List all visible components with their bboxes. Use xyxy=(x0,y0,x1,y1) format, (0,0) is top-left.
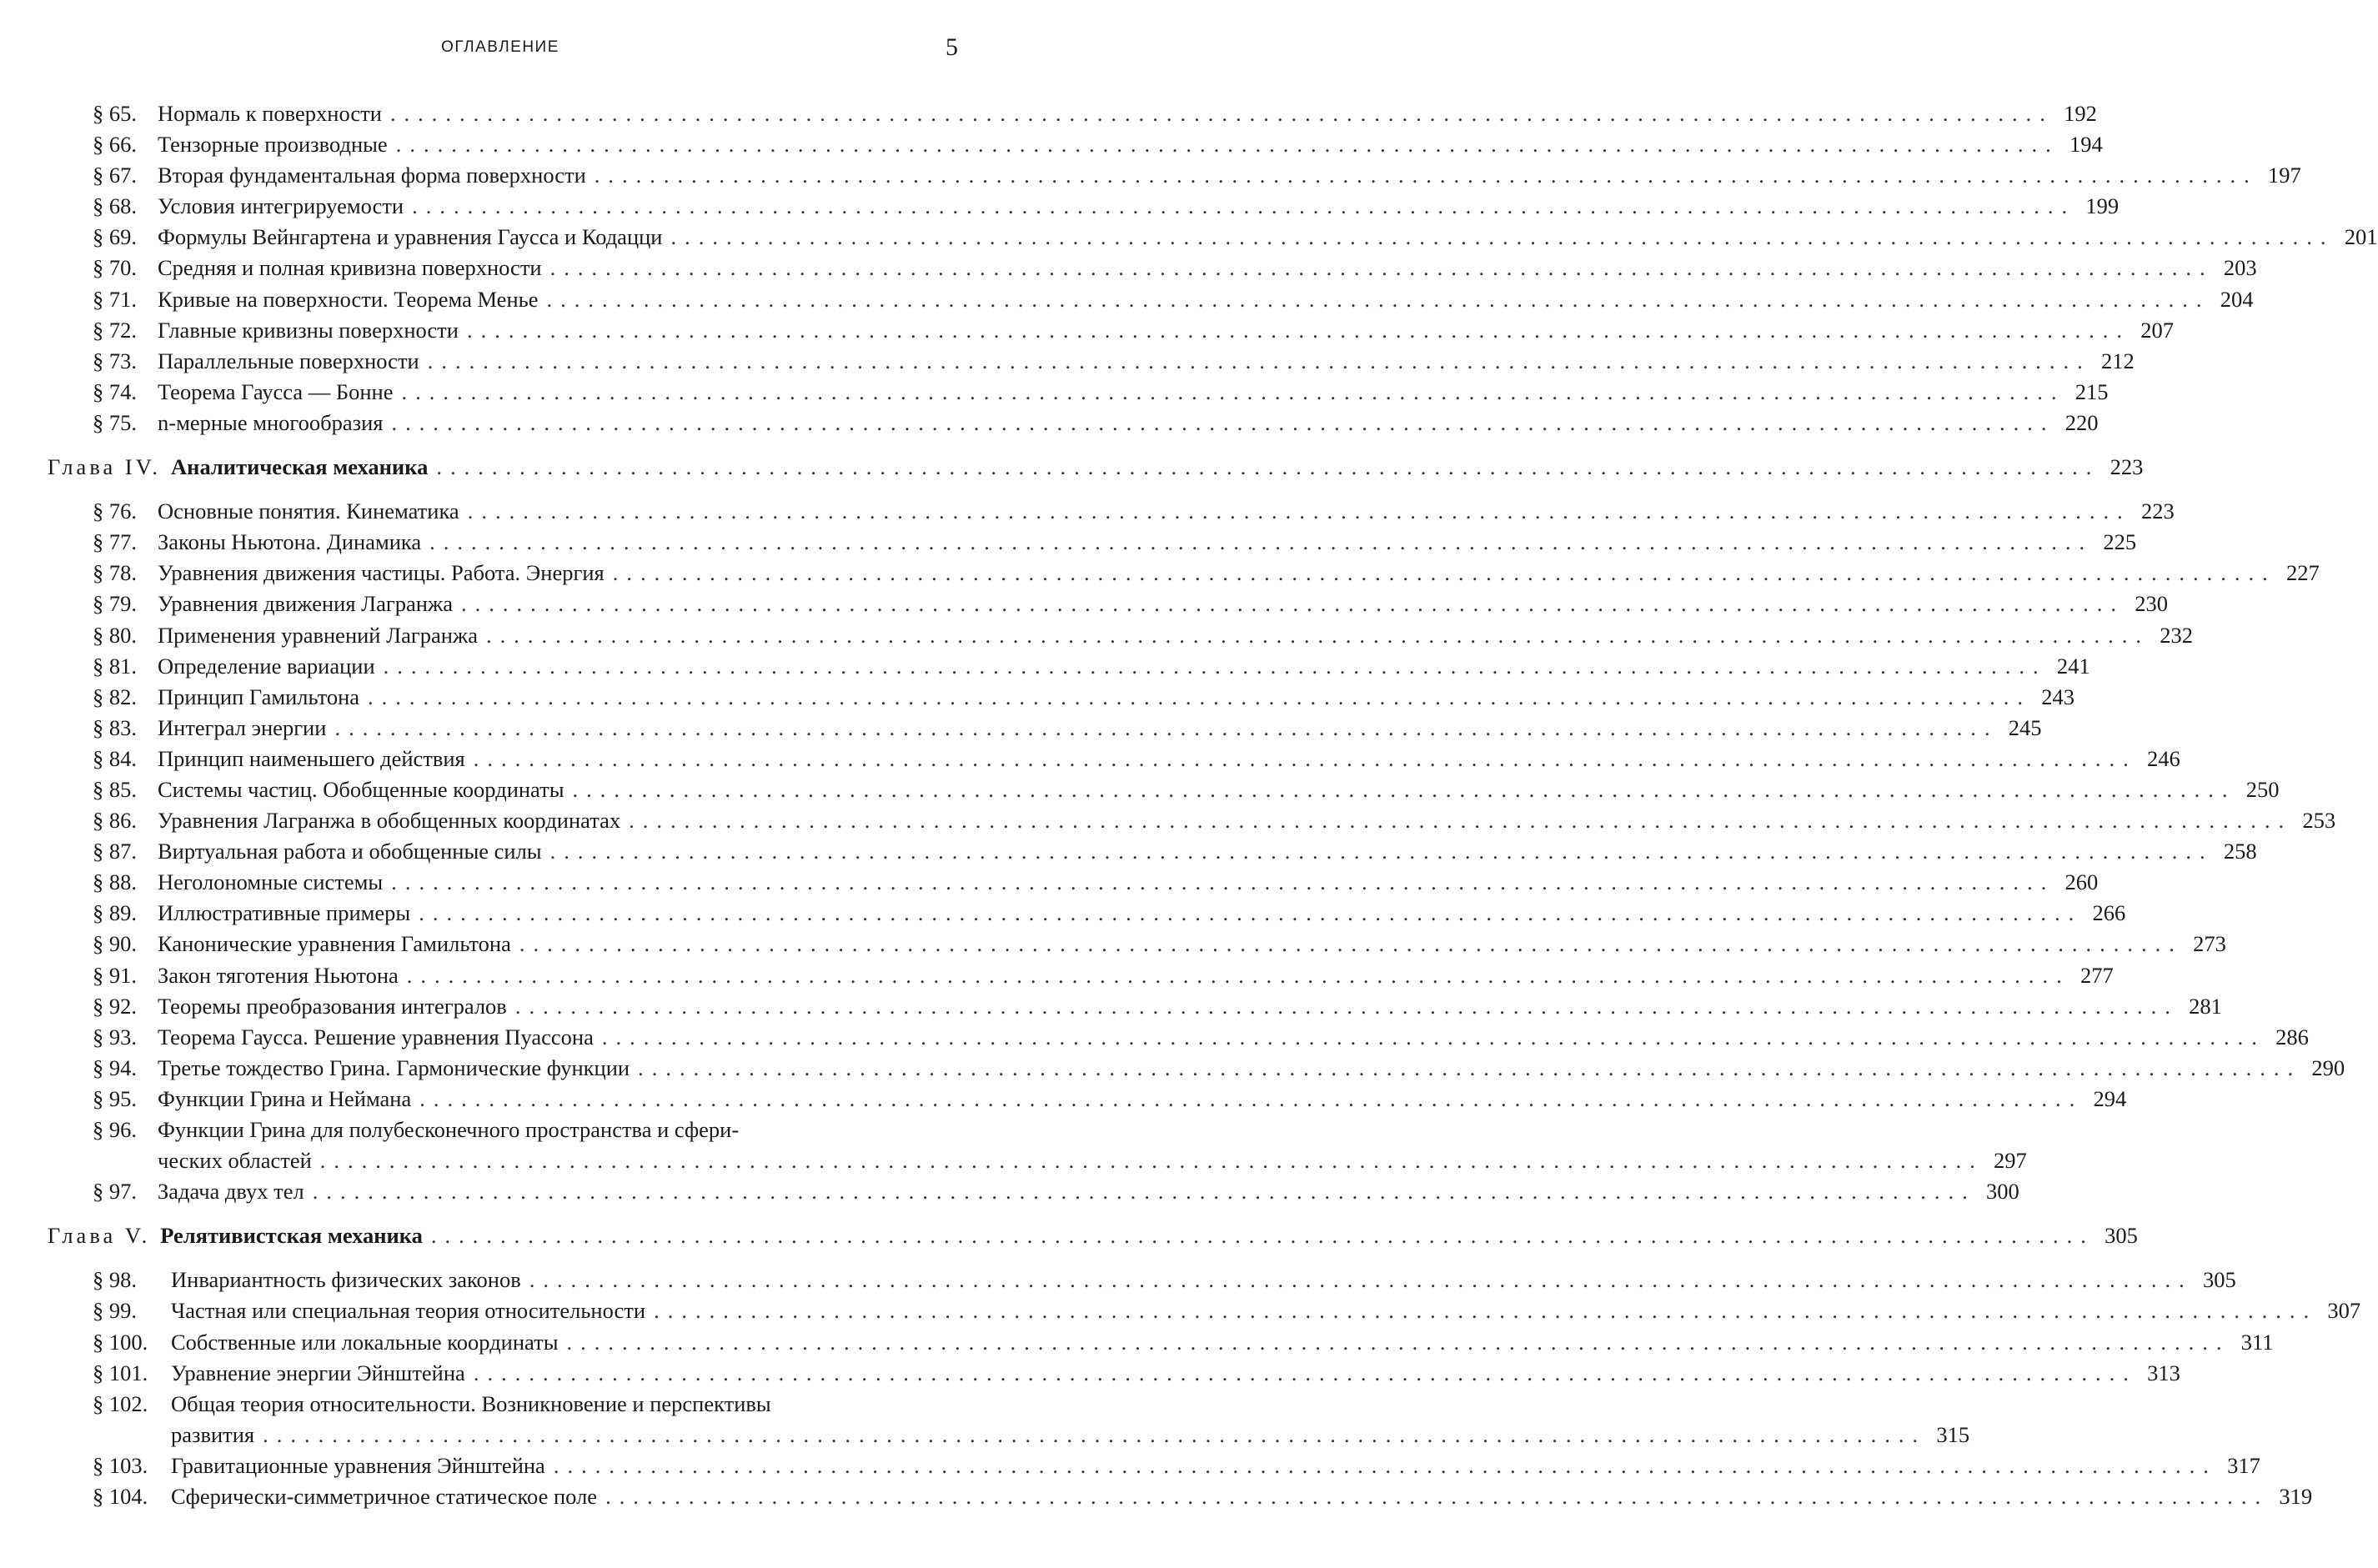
dot-leader: ........................................................................................................................ xyxy=(467,498,2131,524)
section-number: § 78. xyxy=(93,560,137,586)
toc-entry xyxy=(48,129,2103,160)
toc-entry xyxy=(48,960,2114,991)
entry-page-number: 286 xyxy=(2275,1024,2309,1050)
section-number: § 90. xyxy=(93,931,137,957)
section-number: § 76. xyxy=(93,498,137,524)
toc-entry xyxy=(48,805,2336,836)
entry-title: Принцип Гамильтона xyxy=(158,684,360,709)
section-number: § 97. xyxy=(93,1179,137,1205)
running-title: ОГЛАВЛЕНИЕ xyxy=(441,38,559,56)
entry-page-number: 253 xyxy=(2302,808,2336,834)
dot-leader: ........................................................................................................................ xyxy=(549,839,2214,864)
dot-leader: ........................................................................................................................ xyxy=(334,714,1999,740)
entry-title: n-мерные многообразия xyxy=(158,409,384,435)
section-number: § 73. xyxy=(93,348,137,373)
section-number: § 87. xyxy=(93,839,137,864)
section-number: § 69. xyxy=(93,224,137,250)
entry-title: Третье тождество Грина. Гармонические функции xyxy=(158,1055,630,1080)
entry-title-line2: ческих областей xyxy=(158,1148,312,1174)
chapter-heading-5 xyxy=(48,1220,2138,1251)
toc-entry xyxy=(48,315,2174,346)
toc-entry xyxy=(48,651,2090,682)
entry-page-number: 297 xyxy=(1994,1148,2027,1174)
toc-entry xyxy=(48,991,2222,1022)
entry-title: Средняя и полная кривизна поверхности xyxy=(158,255,542,281)
entry-page-number: 290 xyxy=(2311,1055,2345,1080)
dot-leader: ........................................................................................................................ xyxy=(383,653,2047,679)
entry-title: Законы Ньютона. Динамика xyxy=(158,529,422,555)
entry-title: Теоремы преобразования интегралов xyxy=(158,993,507,1019)
entry-title: Определение вариации xyxy=(158,653,375,679)
dot-leader: ........................................................................................................................ xyxy=(461,591,2125,617)
entry-page-number: 294 xyxy=(2093,1085,2127,1111)
entry-title: Уравнение энергии Эйнштейна xyxy=(171,1360,465,1385)
section-number: § 75. xyxy=(93,409,137,435)
entry-page-number: 260 xyxy=(2064,869,2099,895)
entry-page-number: 250 xyxy=(2245,776,2280,802)
toc-entry xyxy=(48,589,2169,619)
toc-group-chapter3-tail xyxy=(48,98,2378,438)
entry-page-number: 230 xyxy=(2135,591,2169,617)
chapter-label: Глава V. xyxy=(48,1223,151,1249)
entry-title: Применения уравнений Лагранжа xyxy=(158,622,478,648)
chapter-page-number: 305 xyxy=(2105,1223,2138,1249)
chapter-heading-text xyxy=(48,452,428,483)
entry-page-number: 281 xyxy=(2189,993,2222,1019)
entry-page-number: 313 xyxy=(2147,1360,2180,1385)
dot-leader: ........................................................................................................................ xyxy=(312,1179,1976,1205)
section-number: § 81. xyxy=(93,653,137,679)
dot-leader: ........................................................................................................................ xyxy=(401,378,2065,404)
dot-leader: ........................................................................................................................ xyxy=(263,1421,1927,1447)
chapter-heading-text xyxy=(48,1220,423,1251)
toc-entry-96 xyxy=(48,1115,2027,1176)
entry-page-number: 241 xyxy=(2056,653,2090,679)
entry-title: Системы частиц. Обобщенные координаты xyxy=(158,776,564,802)
toc-entry xyxy=(48,346,2135,377)
entry-page-number: 194 xyxy=(2069,132,2103,158)
entry-title: Интеграл энергии xyxy=(158,714,327,740)
toc-entry xyxy=(48,1295,2361,1326)
dot-leader: ........................................................................................................................ xyxy=(629,808,2293,834)
dot-leader: ........................................................................................................................ xyxy=(391,409,2055,435)
section-number: § 74. xyxy=(93,378,137,404)
toc-group-chapter4 xyxy=(48,496,2345,1115)
section-number: § 98. xyxy=(93,1267,137,1293)
running-head xyxy=(0,33,1001,63)
dot-leader: ........................................................................................................................ xyxy=(395,132,2059,158)
dot-leader: ........................................................................................................................ xyxy=(389,101,2054,126)
entry-title: Принцип наименьшего действия xyxy=(158,745,465,771)
entry-page-number: 220 xyxy=(2064,409,2099,435)
chapter-page-number: 223 xyxy=(2110,454,2144,480)
entry-title: Инвариантность физических законов xyxy=(171,1267,521,1293)
dot-leader: ........................................................................................................................ xyxy=(546,286,2210,312)
toc-entry xyxy=(48,377,2109,408)
section-number: § 80. xyxy=(93,622,137,648)
entry-title: Главные кривизны поверхности xyxy=(158,317,459,343)
section-number: § 71. xyxy=(93,286,137,312)
dot-leader: ........................................................................................................................ xyxy=(638,1055,2302,1080)
dot-leader: ........................................................................................................................ xyxy=(466,317,2130,343)
entry-title: Сферически-симметричное статическое поле xyxy=(171,1484,598,1510)
dot-leader: ........................................................................................................................ xyxy=(429,529,2094,555)
dot-leader: ........................................................................................................................ xyxy=(572,776,2236,802)
entry-title: Формулы Вейнгартена и уравнения Гаусса и Кодацци xyxy=(158,224,663,250)
entry-title-line1: Общая теория относительности. Возникновение и перспективы xyxy=(171,1390,771,1416)
entry-title: Основные понятия. Кинематика xyxy=(158,498,459,524)
entry-title: Закон тяготения Ньютона xyxy=(158,962,399,988)
section-number: § 72. xyxy=(93,317,137,343)
dot-leader: ........................................................................................................................ xyxy=(412,193,2076,219)
section-number: § 77. xyxy=(93,529,137,555)
entry-title: Задача двух тел xyxy=(158,1179,304,1205)
dot-leader: ........................................................................................................................ xyxy=(368,684,2032,709)
section-number: § 91. xyxy=(93,962,137,988)
table-of-contents xyxy=(48,98,2378,1512)
entry-title: Функции Грина и Неймана xyxy=(158,1085,412,1111)
dot-leader: ........................................................................................................................ xyxy=(319,1148,1984,1174)
toc-entry xyxy=(48,1358,2180,1389)
entry-title: Условия интегрируемости xyxy=(158,193,404,219)
section-number: § 79. xyxy=(93,591,137,617)
dot-leader: ........................................................................................................................ xyxy=(553,1452,2217,1478)
toc-entry xyxy=(48,284,2254,315)
entry-page-number: 204 xyxy=(2220,286,2254,312)
section-number: § 67. xyxy=(93,163,137,188)
entry-page-number: 227 xyxy=(2285,560,2320,586)
entry-page-number: 245 xyxy=(2008,714,2042,740)
entry-page-number: 207 xyxy=(2140,317,2174,343)
entry-title: Параллельные поверхности xyxy=(158,348,419,373)
section-number: § 86. xyxy=(93,808,137,834)
toc-entry xyxy=(48,1022,2309,1053)
section-number: § 93. xyxy=(93,1024,137,1050)
toc-entry xyxy=(48,527,2137,558)
entry-page-number: 317 xyxy=(2227,1452,2260,1478)
entry-title: Неголономные системы xyxy=(158,869,384,895)
section-number: § 103. xyxy=(93,1452,148,1478)
dot-leader: ........................................................................................................................ xyxy=(514,993,2179,1019)
section-number: § 83. xyxy=(93,714,137,740)
entry-title: Кривые на поверхности. Теорема Менье xyxy=(158,286,539,312)
entry-page-number: 243 xyxy=(2041,684,2075,709)
section-number: § 104. xyxy=(93,1484,148,1510)
entry-page-number: 223 xyxy=(2140,498,2175,524)
entry-page-number: 319 xyxy=(2279,1484,2313,1510)
section-number: § 101. xyxy=(93,1360,148,1385)
entry-title-line2: развития xyxy=(171,1421,255,1447)
toc-entry xyxy=(48,898,2126,929)
entry-page-number: 305 xyxy=(2203,1267,2236,1293)
entry-page-number: 277 xyxy=(2080,962,2114,988)
entry-title: Уравнения движения Лагранжа xyxy=(158,591,454,617)
entry-title-line1: Функции Грина для полубесконечного пространства и сфери- xyxy=(158,1117,740,1142)
toc-entry xyxy=(48,496,2175,527)
entry-title: Теорема Гаусса. Решение уравнения Пуассона xyxy=(158,1024,594,1050)
entry-title: Нормаль к поверхности xyxy=(158,101,382,126)
dot-leader: ........................................................................................................................ xyxy=(473,1360,2137,1385)
section-number: § 89. xyxy=(93,900,137,926)
dot-leader: ........................................................................................................................ xyxy=(430,1223,2095,1249)
section-number: § 94. xyxy=(93,1055,137,1080)
toc-entry xyxy=(48,191,2120,222)
entry-title: Частная или специальная теория относительности xyxy=(171,1298,646,1324)
toc-entry xyxy=(48,929,2226,959)
toc-entry xyxy=(48,1327,2274,1358)
toc-entry xyxy=(48,98,2097,129)
toc-entry xyxy=(48,1265,2236,1295)
dot-leader: ........................................................................................................................ xyxy=(436,454,2100,480)
dot-leader: ........................................................................................................................ xyxy=(519,931,2183,957)
toc-group-chapter5-b xyxy=(48,1450,2313,1512)
chapter-title: Релятивистская механика xyxy=(160,1223,423,1249)
toc-entry xyxy=(48,1053,2345,1084)
section-number: § 84. xyxy=(93,745,137,771)
section-number: § 102. xyxy=(93,1390,148,1416)
section-number: § 82. xyxy=(93,684,137,709)
entry-page-number: 199 xyxy=(2085,193,2120,219)
entry-page-number: 212 xyxy=(2100,348,2135,373)
toc-entry xyxy=(48,1084,2127,1115)
section-number: § 68. xyxy=(93,193,137,219)
dot-leader: ........................................................................................................................ xyxy=(391,869,2055,895)
entry-page-number: 300 xyxy=(1985,1179,2019,1205)
toc-entry xyxy=(48,774,2280,805)
entry-title: Вторая фундаментальная форма поверхности xyxy=(158,163,586,188)
chapter-heading-4 xyxy=(48,452,2144,483)
entry-page-number: 215 xyxy=(2074,378,2109,404)
dot-leader: ........................................................................................................................ xyxy=(654,1298,2318,1324)
entry-page-number: 201 xyxy=(2344,224,2378,250)
section-number: § 100. xyxy=(93,1329,148,1355)
entry-title: Уравнения движения частицы. Работа. Энергия xyxy=(158,560,605,586)
dot-leader: ........................................................................................................................ xyxy=(549,255,2214,281)
dot-leader: ........................................................................................................................ xyxy=(601,1024,2265,1050)
page-number: 5 xyxy=(946,33,958,61)
entry-title: Канонические уравнения Гамильтона xyxy=(158,931,511,957)
toc-entry xyxy=(48,558,2320,589)
entry-title: Гравитационные уравнения Эйнштейна xyxy=(171,1452,545,1478)
toc-entry-102 xyxy=(48,1389,1970,1450)
toc-entry xyxy=(48,867,2099,898)
toc-entry xyxy=(48,744,2180,774)
toc-group-chapter5-a xyxy=(48,1265,2361,1388)
dot-leader: ........................................................................................................................ xyxy=(594,163,2258,188)
toc-entry xyxy=(48,682,2075,713)
section-number: § 70. xyxy=(93,255,137,281)
toc-entry xyxy=(48,1450,2260,1481)
dot-leader: ........................................................................................................................ xyxy=(612,560,2276,586)
section-number: § 65. xyxy=(93,101,137,126)
dot-leader: ........................................................................................................................ xyxy=(427,348,2091,373)
dot-leader: ........................................................................................................................ xyxy=(529,1267,2193,1293)
entry-title: Тензорные производные xyxy=(158,132,388,158)
entry-page-number: 315 xyxy=(1936,1421,1970,1447)
toc-entry-97 xyxy=(48,1176,2019,1207)
toc-entry xyxy=(48,836,2257,867)
toc-entry xyxy=(48,408,2099,438)
chapter-title: Аналитическая механика xyxy=(171,454,429,480)
toc-entry xyxy=(48,160,2301,191)
section-number: § 85. xyxy=(93,776,137,802)
entry-page-number: 203 xyxy=(2223,255,2257,281)
entry-title: Иллюстративные примеры xyxy=(158,900,411,926)
dot-leader: ........................................................................................................................ xyxy=(473,745,2137,771)
dot-leader: ........................................................................................................................ xyxy=(670,224,2335,250)
dot-leader: ........................................................................................................................ xyxy=(485,622,2150,648)
entry-page-number: 225 xyxy=(2103,529,2137,555)
dot-leader: ........................................................................................................................ xyxy=(419,1085,2084,1111)
entry-page-number: 307 xyxy=(2327,1298,2361,1324)
entry-page-number: 273 xyxy=(2193,931,2226,957)
toc-entry xyxy=(48,620,2193,651)
toc-entry xyxy=(48,222,2378,253)
entry-page-number: 232 xyxy=(2160,622,2193,648)
entry-page-number: 197 xyxy=(2268,163,2301,188)
entry-page-number: 258 xyxy=(2223,839,2257,864)
dot-leader: ........................................................................................................................ xyxy=(566,1329,2230,1355)
section-number: § 95. xyxy=(93,1085,137,1111)
entry-title: Собственные или локальные координаты xyxy=(171,1329,559,1355)
dot-leader: ........................................................................................................................ xyxy=(406,962,2070,988)
entry-page-number: 311 xyxy=(2240,1329,2274,1355)
entry-title: Виртуальная работа и обобщенные силы xyxy=(158,839,542,864)
chapter-label: Глава IV. xyxy=(48,454,162,480)
entry-title: Теорема Гаусса — Бонне xyxy=(158,378,394,404)
section-number: § 66. xyxy=(93,132,137,158)
dot-leader: ........................................................................................................................ xyxy=(605,1484,2270,1510)
toc-entry xyxy=(48,1481,2313,1512)
toc-entry xyxy=(48,713,2042,744)
section-number: § 99. xyxy=(93,1298,137,1324)
entry-page-number: 246 xyxy=(2147,745,2180,771)
section-number: § 96. xyxy=(93,1117,137,1142)
entry-page-number: 266 xyxy=(2092,900,2126,926)
section-number: § 88. xyxy=(93,869,137,895)
section-number: § 92. xyxy=(93,993,137,1019)
toc-entry xyxy=(48,253,2257,283)
entry-title: Уравнения Лагранжа в обобщенных координатах xyxy=(158,808,621,834)
dot-leader: ........................................................................................................................ xyxy=(419,900,2083,926)
entry-page-number: 192 xyxy=(2064,101,2097,126)
